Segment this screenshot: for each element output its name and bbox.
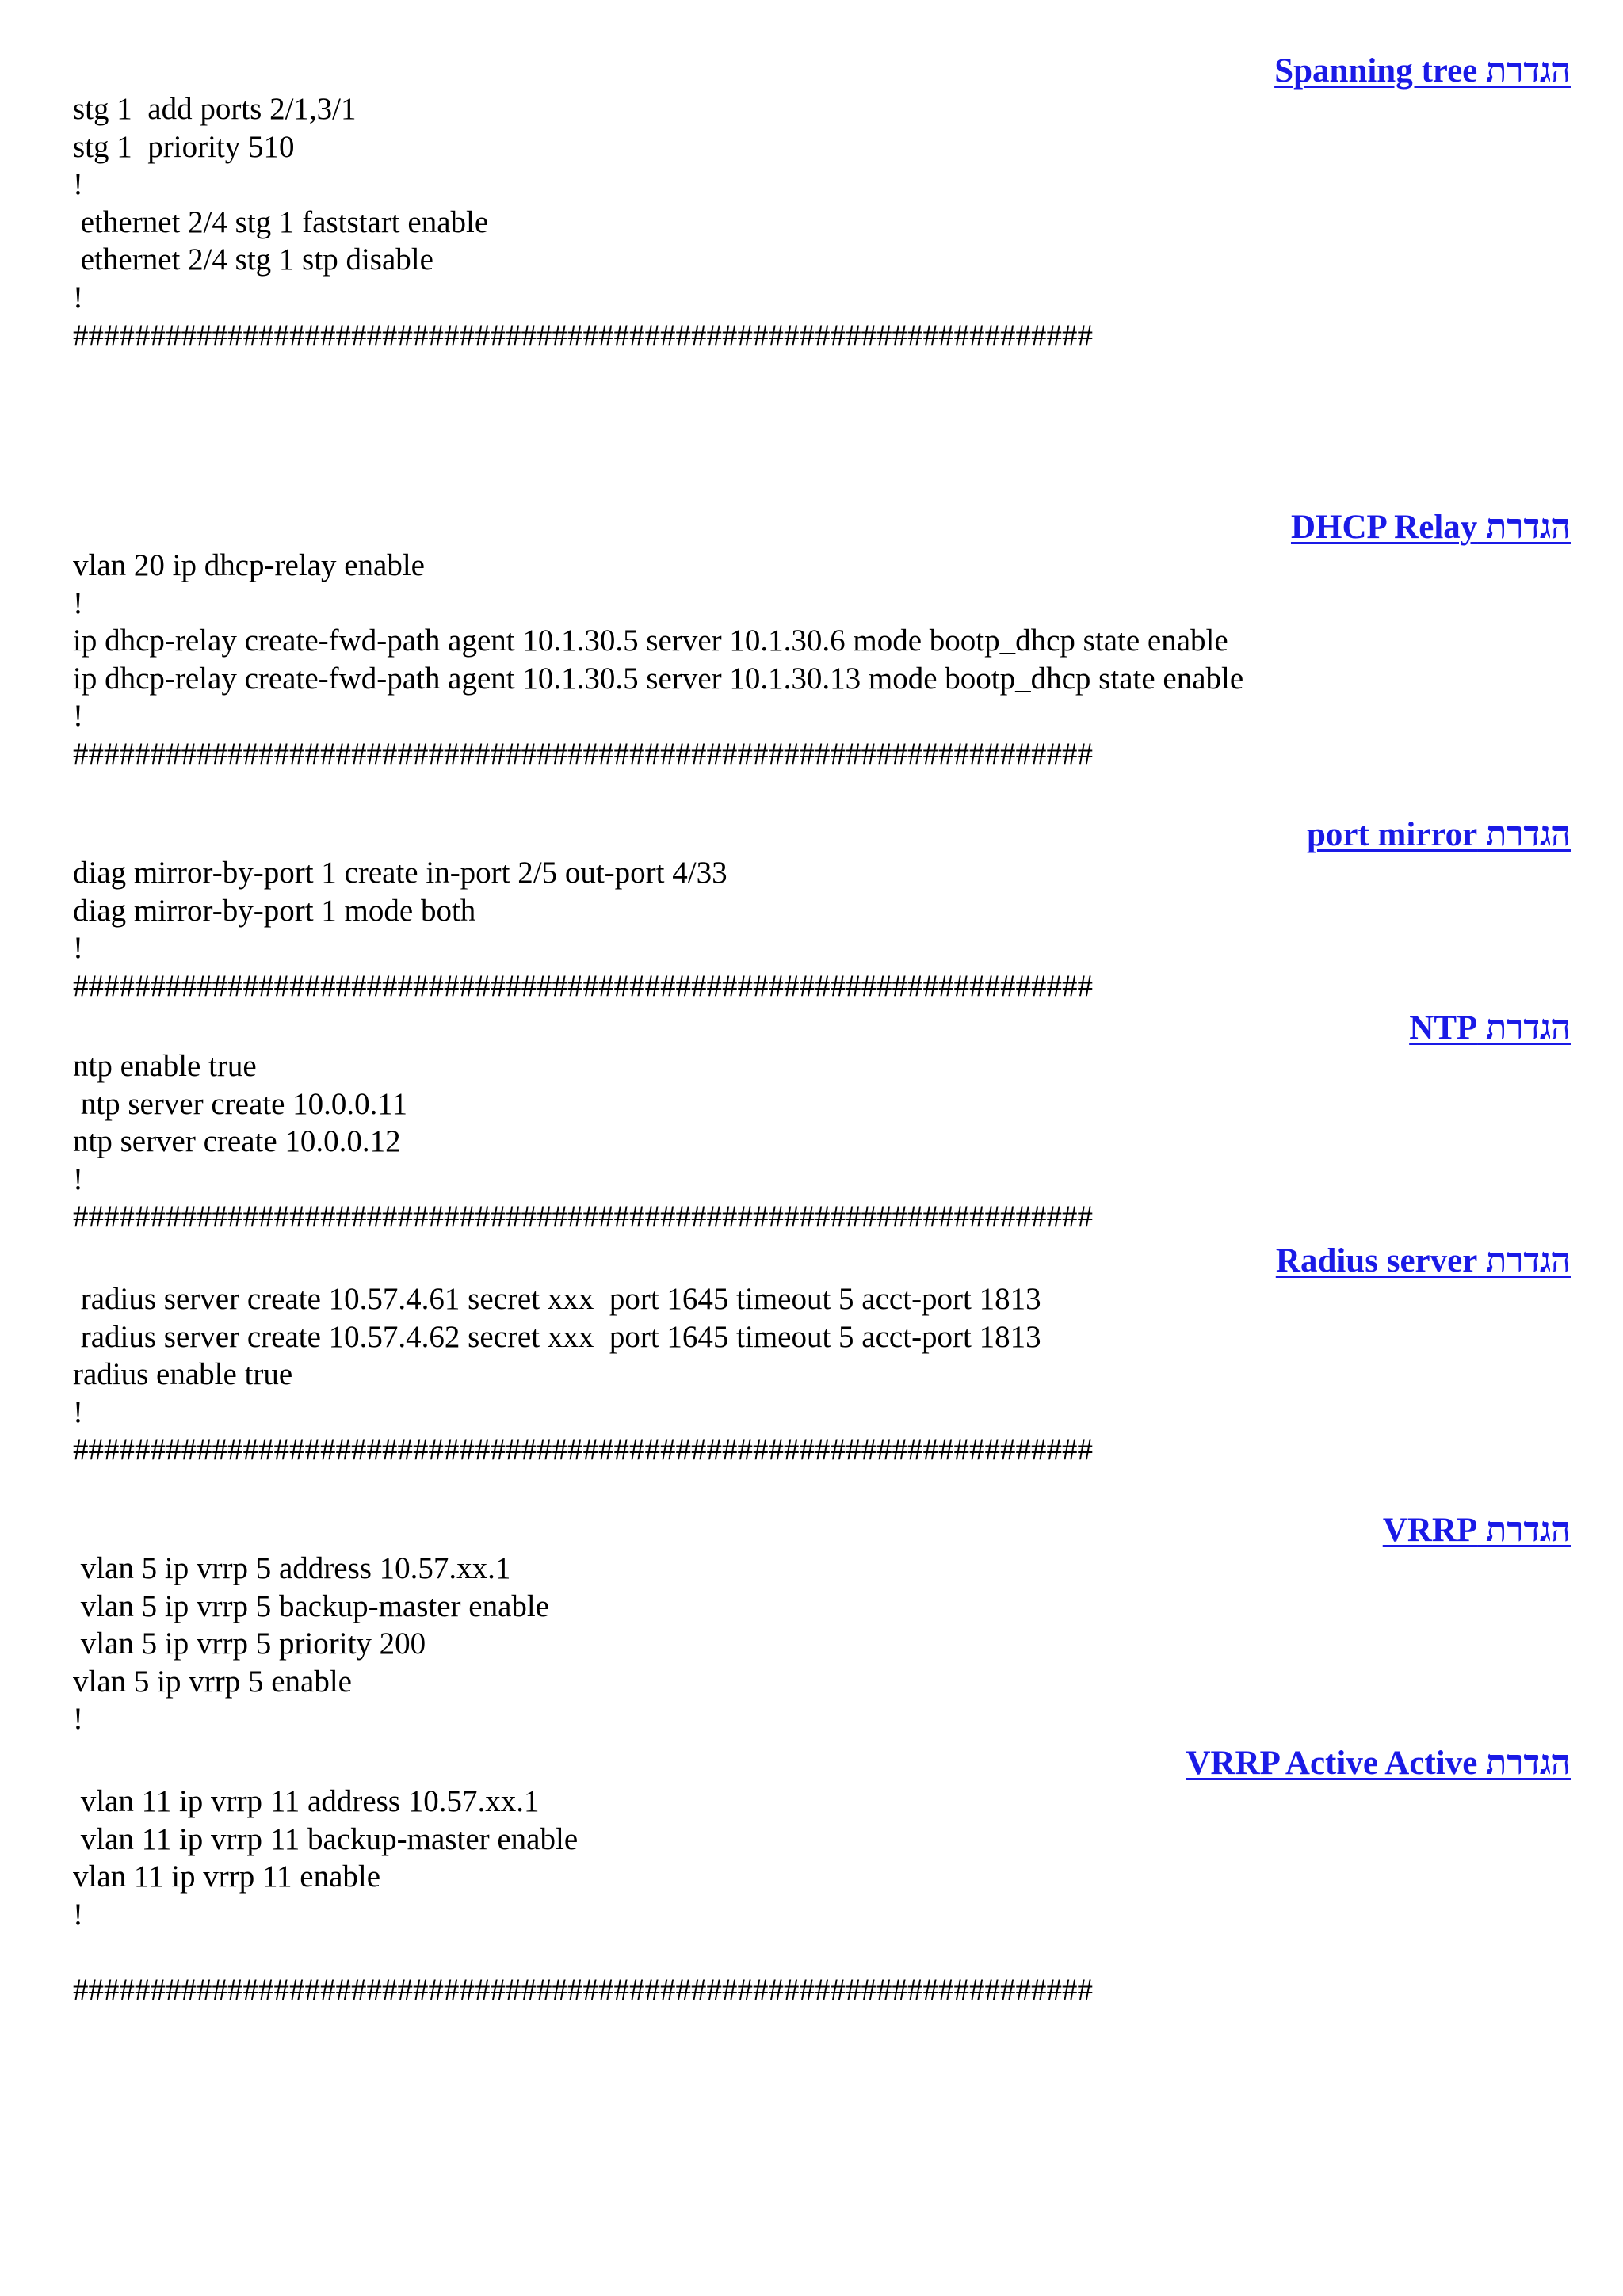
config-line: ! bbox=[73, 1702, 83, 1737]
section-heading-link[interactable] bbox=[73, 509, 1571, 547]
section-heading-link[interactable] bbox=[73, 1512, 1571, 1550]
heading-text[interactable]: הגדרת port mirror bbox=[1306, 816, 1571, 853]
separator-line: ################################################################## bbox=[73, 1432, 1093, 1467]
section-dhcp-relay bbox=[73, 509, 1571, 773]
config-line: ethernet 2/4 stg 1 stp disable bbox=[73, 242, 433, 277]
blank-line bbox=[73, 1933, 1571, 1971]
config-line: stg 1 priority 510 bbox=[73, 129, 295, 164]
config-block bbox=[73, 90, 1571, 354]
section-heading-link[interactable] bbox=[73, 1745, 1571, 1783]
config-line: vlan 5 ip vrrp 5 address 10.57.xx.1 bbox=[73, 1551, 511, 1585]
config-block bbox=[73, 1783, 1571, 2009]
config-line: radius enable true bbox=[73, 1357, 293, 1392]
config-line: vlan 11 ip vrrp 11 backup-master enable bbox=[73, 1821, 579, 1856]
section-vrrp-active-active bbox=[73, 1745, 1571, 2009]
config-line: ntp enable true bbox=[73, 1049, 257, 1083]
config-line: vlan 11 ip vrrp 11 address 10.57.xx.1 bbox=[73, 1784, 540, 1818]
config-line: vlan 20 ip dhcp-relay enable bbox=[73, 548, 425, 582]
heading-text[interactable]: הגדרת NTP bbox=[1409, 1009, 1571, 1047]
separator-line: ################################################################## bbox=[73, 968, 1093, 1003]
separator-line: ################################################################## bbox=[73, 1199, 1093, 1234]
config-line: ! bbox=[73, 1897, 83, 1932]
config-line: ! bbox=[73, 280, 83, 315]
config-block bbox=[73, 547, 1571, 773]
section-radius-server bbox=[73, 1242, 1571, 1469]
config-line: ! bbox=[73, 931, 83, 966]
config-line: ethernet 2/4 stg 1 faststart enable bbox=[73, 204, 489, 239]
separator-line: ################################################################## bbox=[73, 736, 1093, 771]
config-line: vlan 11 ip vrrp 11 enable bbox=[73, 1859, 381, 1894]
config-line: ntp server create 10.0.0.12 bbox=[73, 1124, 401, 1159]
separator-line: ################################################################## bbox=[73, 318, 1093, 353]
config-line: ! bbox=[73, 167, 83, 202]
separator-line: ################################################################## bbox=[73, 1972, 1093, 2007]
config-line: radius server create 10.57.4.61 secret xxx port 1645 timeout 5 acct-port 1813 bbox=[73, 1282, 1041, 1316]
section-heading-link[interactable] bbox=[73, 1242, 1571, 1280]
config-line: vlan 5 ip vrrp 5 backup-master enable bbox=[73, 1589, 550, 1623]
config-block bbox=[73, 1047, 1571, 1236]
section-spanning-tree bbox=[73, 52, 1571, 354]
section-heading-link[interactable] bbox=[73, 52, 1571, 90]
config-line: radius server create 10.57.4.62 secret xxx port 1645 timeout 5 acct-port 1813 bbox=[73, 1319, 1041, 1354]
config-line: ip dhcp-relay create-fwd-path agent 10.1.30.5 server 10.1.30.13 mode bootp_dhcp state enable bbox=[73, 661, 1244, 696]
section-heading-link[interactable] bbox=[73, 1009, 1571, 1047]
config-line: vlan 5 ip vrrp 5 priority 200 bbox=[73, 1627, 426, 1661]
heading-text[interactable]: הגדרת VRRP Active Active bbox=[1186, 1745, 1571, 1782]
heading-text[interactable]: הגדרת Spanning tree bbox=[1274, 52, 1571, 90]
config-block bbox=[73, 1280, 1571, 1469]
section-ntp bbox=[73, 1009, 1571, 1236]
config-line: ! bbox=[73, 1161, 83, 1196]
config-line: ! bbox=[73, 1394, 83, 1429]
config-block bbox=[73, 1550, 1571, 1738]
config-block bbox=[73, 854, 1571, 1005]
heading-text[interactable]: הגדרת Radius server bbox=[1275, 1242, 1571, 1280]
config-line: ntp server create 10.0.0.11 bbox=[73, 1086, 407, 1121]
config-line: ! bbox=[73, 699, 83, 734]
section-port-mirror bbox=[73, 816, 1571, 1005]
config-line: stg 1 add ports 2/1,3/1 bbox=[73, 92, 357, 126]
config-line: vlan 5 ip vrrp 5 enable bbox=[73, 1664, 352, 1699]
config-line: ! bbox=[73, 585, 83, 620]
config-line: diag mirror-by-port 1 mode both bbox=[73, 893, 476, 928]
config-line: ip dhcp-relay create-fwd-path agent 10.1.30.5 server 10.1.30.6 mode bootp_dhcp state enable bbox=[73, 624, 1228, 658]
section-vrrp bbox=[73, 1512, 1571, 1738]
config-line: diag mirror-by-port 1 create in-port 2/5 out-port 4/33 bbox=[73, 856, 727, 890]
heading-text[interactable]: הגדרת DHCP Relay bbox=[1290, 509, 1571, 546]
section-heading-link[interactable] bbox=[73, 816, 1571, 854]
heading-text[interactable]: הגדרת VRRP bbox=[1382, 1512, 1571, 1549]
